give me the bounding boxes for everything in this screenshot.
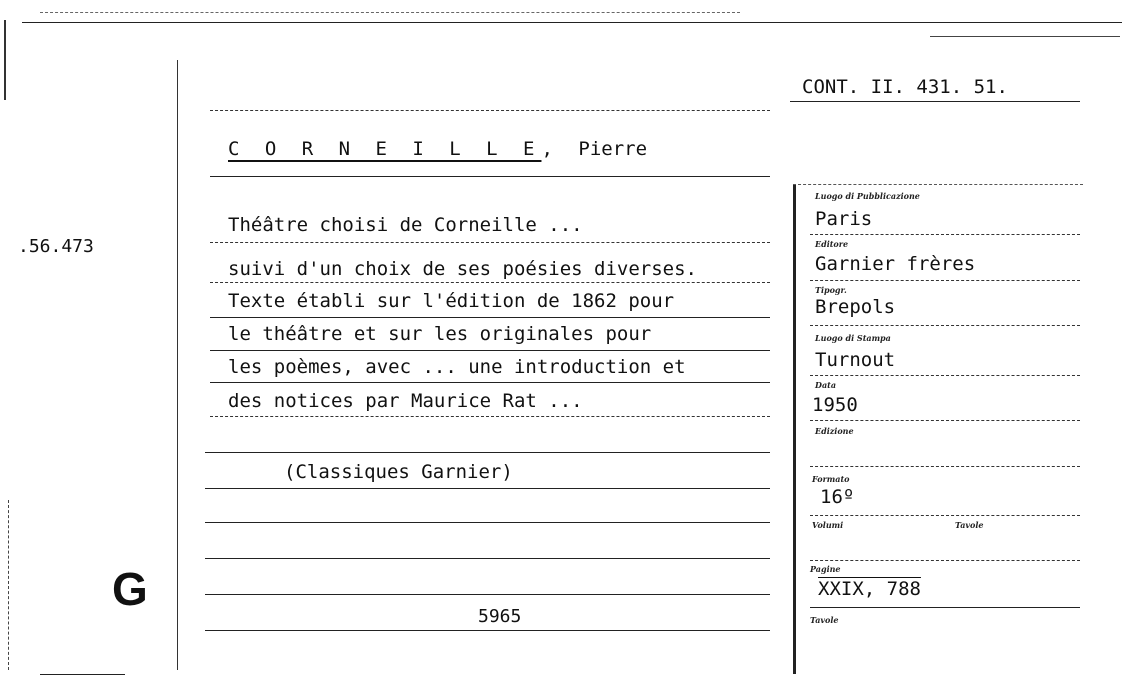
ruled-line	[205, 630, 770, 631]
printer-label: Tipogr.	[815, 285, 847, 295]
title-line: le théâtre et sur les originales pour	[228, 323, 652, 345]
bottom-left-rule	[40, 674, 125, 675]
field-rule	[810, 515, 1080, 516]
ruled-line	[205, 452, 770, 453]
title-line: Théâtre choisi de Corneille ...	[228, 214, 583, 236]
title-line: Texte établi sur l'édition de 1862 pour	[228, 290, 675, 312]
ruled-line	[210, 416, 770, 417]
field-rule	[810, 466, 1080, 467]
ruled-line	[210, 382, 770, 383]
title-line: des notices par Maurice Rat ...	[228, 390, 583, 412]
field-rule	[810, 234, 1080, 235]
pages-value: XXIX, 788	[818, 578, 921, 600]
date-label: Data	[815, 380, 836, 390]
left-edge-line-lower	[8, 500, 9, 670]
ruled-line	[210, 242, 770, 243]
main-margin-line	[177, 60, 178, 670]
publisher-label: Editore	[815, 239, 849, 249]
ruled-line	[205, 488, 770, 489]
inventory-number: 5965	[478, 606, 522, 627]
call-number: CONT. II. 431. 51.	[802, 76, 1008, 98]
field-rule	[810, 325, 1080, 326]
top-rule	[22, 22, 1122, 23]
tables-label: Tavole	[810, 615, 839, 625]
ruled-line	[210, 110, 770, 111]
ruled-line	[210, 282, 770, 283]
date-value: 1950	[812, 394, 858, 416]
call-number-underline	[790, 101, 1080, 102]
print-place-value: Turnout	[815, 349, 896, 371]
section-letter: G	[112, 563, 148, 615]
title-line: suivi d'un choix de ses poésies diverses.	[228, 258, 697, 280]
series: (Classiques Garnier)	[284, 461, 513, 483]
ruled-line	[205, 522, 770, 523]
field-rule	[810, 375, 1080, 376]
top-right-rule	[930, 36, 1120, 37]
ruled-line	[210, 350, 770, 351]
ruled-line	[205, 558, 770, 559]
left-edge-line	[4, 20, 6, 100]
field-box-border	[793, 184, 796, 674]
ruled-line	[205, 594, 770, 595]
ruled-line	[210, 176, 770, 177]
field-rule	[810, 560, 1080, 561]
volumes-label: Volumi	[812, 520, 844, 530]
format-label: Formato	[812, 474, 850, 484]
author-heading	[228, 138, 647, 160]
place-label: Luogo di Pubblicazione	[815, 191, 920, 201]
author-surname: C O R N E I L L E	[228, 138, 542, 160]
edition-label: Edizione	[815, 426, 854, 436]
pages-label: Pagine	[810, 564, 841, 574]
field-box-top	[793, 184, 1083, 185]
plates-label: Tavole	[955, 520, 984, 530]
publisher-value: Garnier frères	[815, 253, 976, 275]
author-forename: Pierre	[578, 138, 648, 160]
place-value: Paris	[815, 208, 873, 230]
top-dash-rule	[40, 12, 740, 13]
printer-value: Brepols	[815, 296, 896, 318]
print-place-label: Luogo di Stampa	[815, 333, 891, 343]
format-value: 16º	[820, 486, 855, 508]
author-separator: ,	[541, 138, 553, 160]
field-rule	[810, 607, 1080, 608]
field-rule	[810, 420, 1080, 421]
title-line: les poèmes, avec ... une introduction et	[228, 356, 686, 378]
field-rule	[810, 280, 1080, 281]
ruled-line	[210, 317, 770, 318]
side-number: .56.473	[18, 236, 94, 257]
